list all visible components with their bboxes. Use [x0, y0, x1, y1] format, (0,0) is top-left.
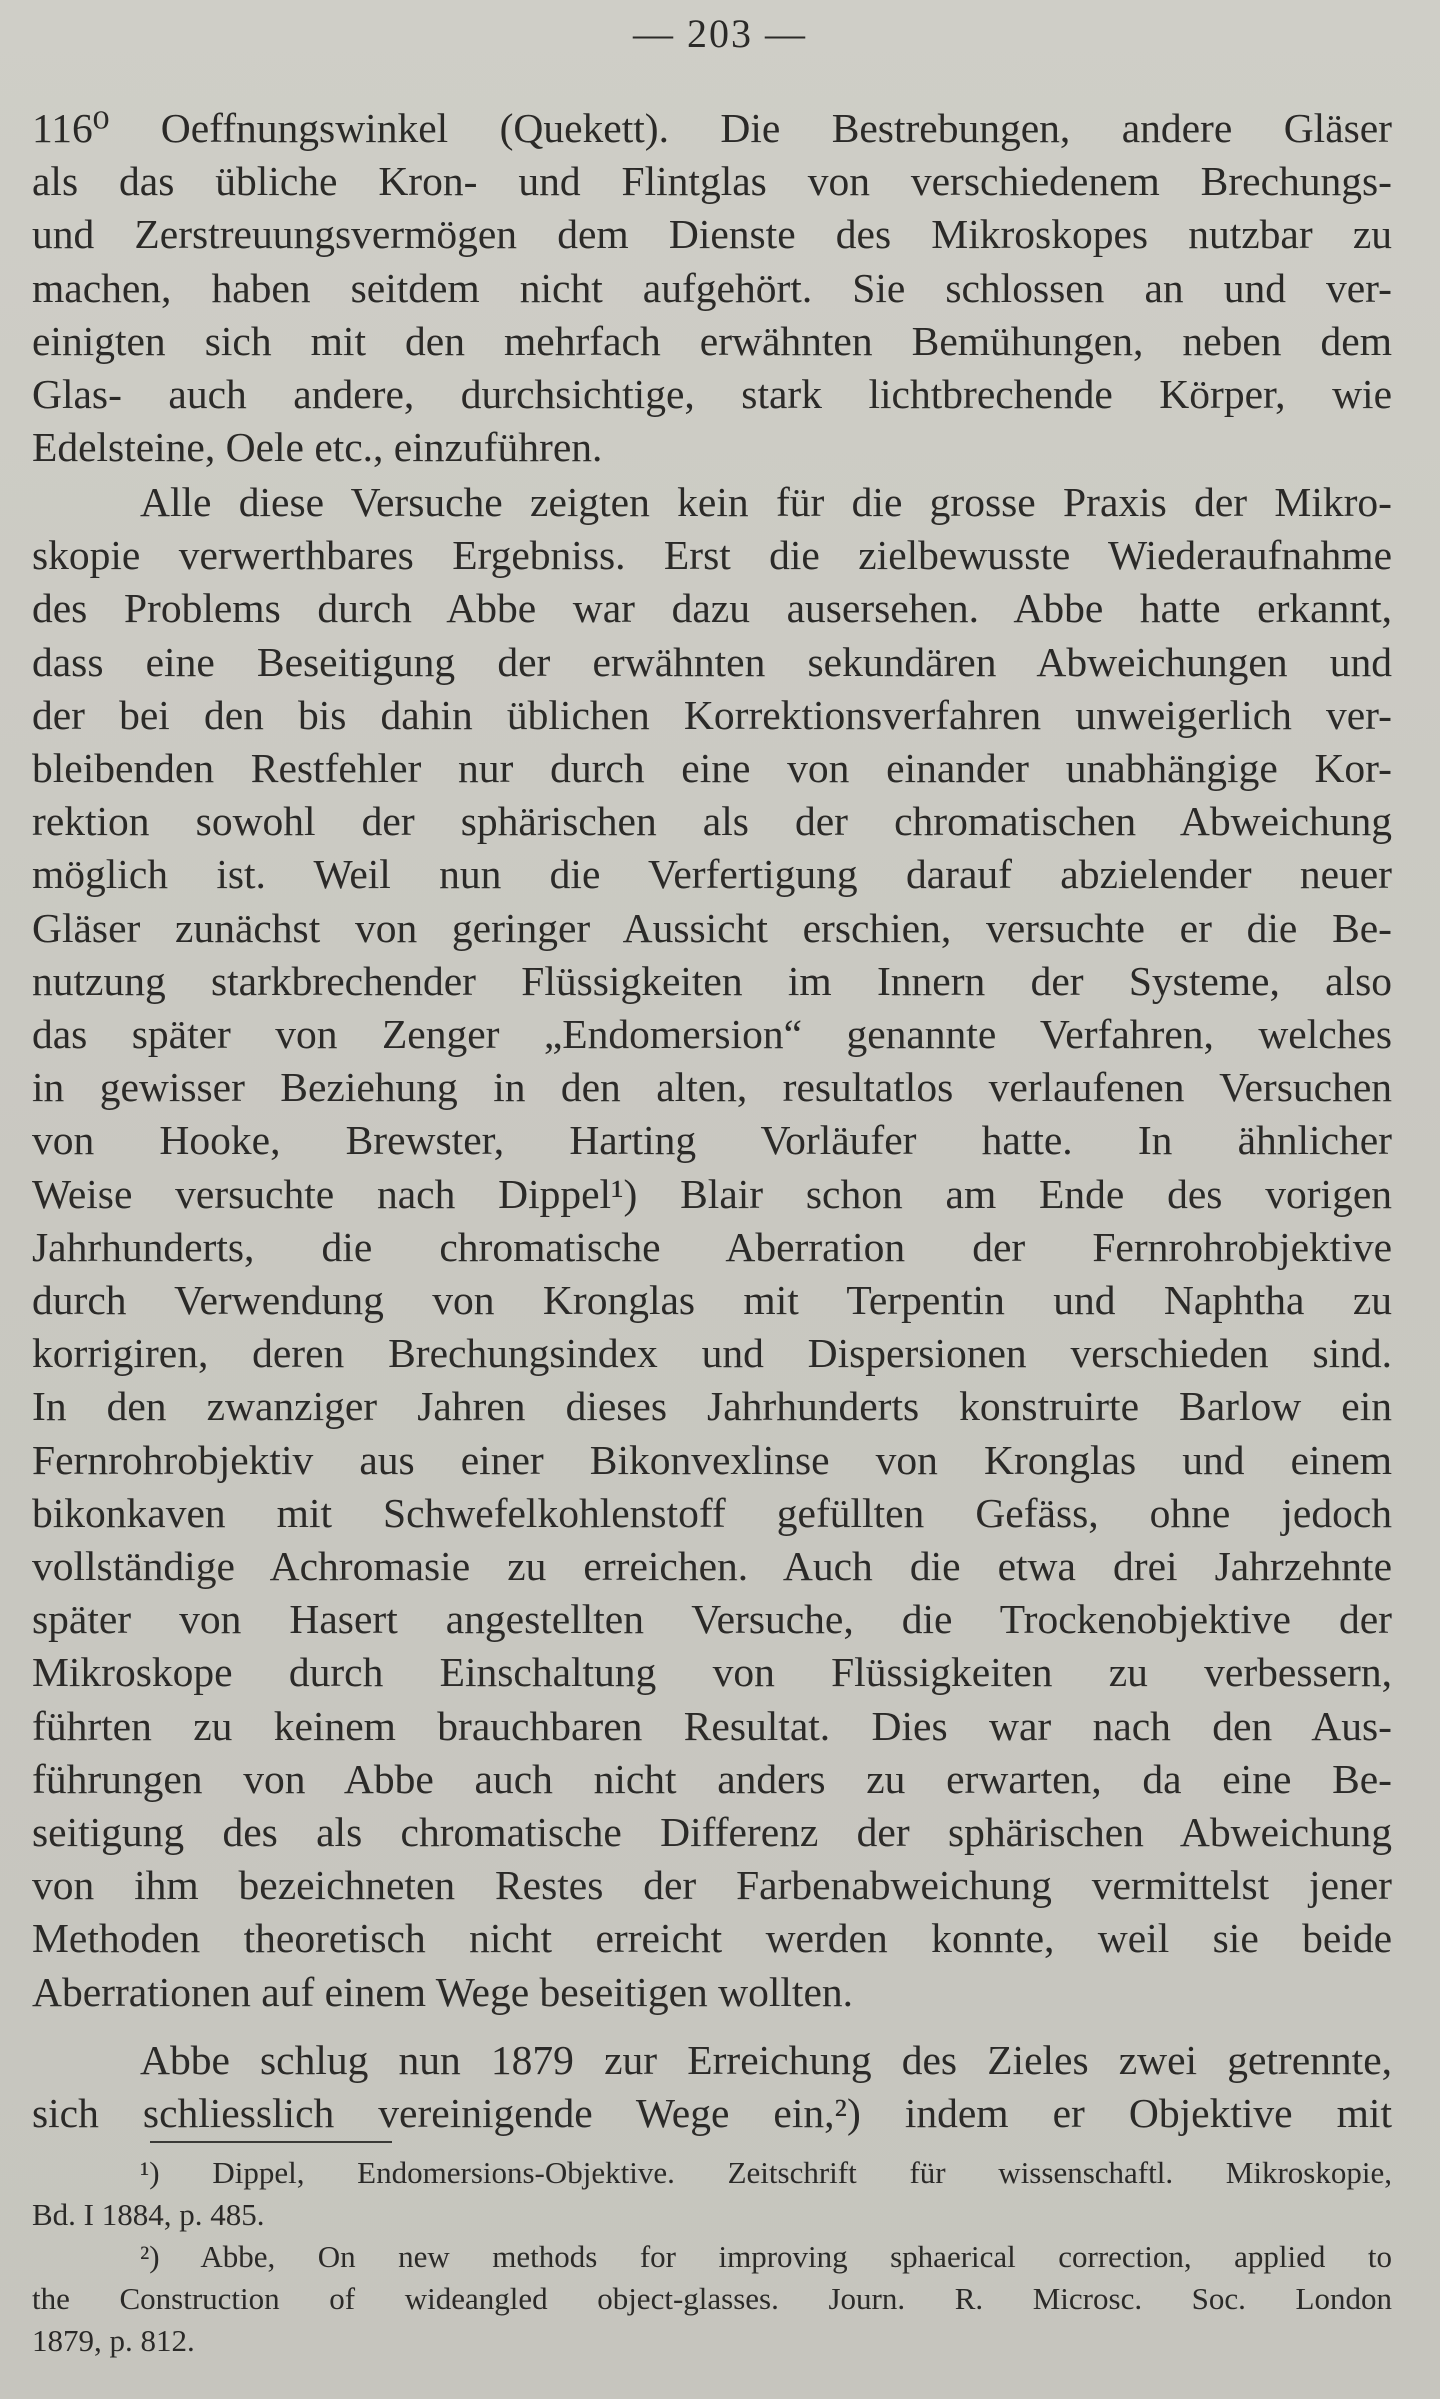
text-line: nutzung starkbrechender Flüssigkeiten im Innern der Systeme, also	[32, 957, 1392, 1004]
footnote-line: the Construction of wideangled object-glasses. Journ. R. Microsc. Soc. London	[32, 2281, 1392, 2316]
text-line: in gewisser Beziehung in den alten, resultatlos verlaufenen Versuchen	[32, 1064, 1392, 1111]
text-line: als das übliche Kron- und Flintglas von verschiedenem Brechungs-	[32, 158, 1392, 205]
text-line: bleibenden Restfehler nur durch eine von einander unabhängige Kor-	[32, 745, 1392, 792]
text-line: Weise versuchte nach Dippel¹) Blair schon am Ende des vorigen	[32, 1170, 1392, 1217]
text-line: Glas- auch andere, durchsichtige, stark lichtbrechende Körper, wie	[32, 371, 1392, 418]
footnote-line: ¹) Dippel, Endomersions-Objektive. Zeitschrift für wissenschaftl. Mikroskopie,	[140, 2155, 1392, 2190]
text-line: bikonkaven mit Schwefelkohlenstoff gefüllten Gefäss, ohne jedoch	[32, 1489, 1392, 1536]
footnote-line: 1879, p. 812.	[32, 2323, 195, 2358]
text-line: später von Hasert angestellten Versuche, die Trockenobjektive der	[32, 1596, 1392, 1643]
text-line: Jahrhunderts, die chromatische Aberration der Fernrohrobjektive	[32, 1223, 1392, 1270]
text-line: machen, haben seitdem nicht aufgehört. Sie schlossen an und ver-	[32, 264, 1392, 311]
footnote-1	[32, 2152, 1392, 2236]
text-line: vollständige Achromasie zu erreichen. Auch die etwa drei Jahrzehnte	[32, 1543, 1392, 1590]
paragraph-2	[32, 476, 1392, 2019]
text-line: Mikroskope durch Einschaltung von Flüssigkeiten zu verbessern,	[32, 1649, 1392, 1696]
text-line: Aberrationen auf einem Wege beseitigen wollten.	[32, 1968, 853, 2015]
text-line: von ihm bezeichneten Restes der Farbenabweichung vermittelst jener	[32, 1862, 1392, 1909]
text-line: führungen von Abbe auch nicht anders zu erwarten, da eine Be-	[32, 1755, 1392, 1802]
text-line: des Problems durch Abbe war dazu ausersehen. Abbe hatte erkannt,	[32, 585, 1392, 632]
text-line: durch Verwendung von Kronglas mit Terpentin und Naphtha zu	[32, 1277, 1392, 1324]
text-line: rektion sowohl der sphärischen als der chromatischen Abweichung	[32, 798, 1392, 845]
text-line: führten zu keinem brauchbaren Resultat. Dies war nach den Aus-	[32, 1702, 1392, 1749]
text-line: möglich ist. Weil nun die Verfertigung darauf abzielender neuer	[32, 851, 1392, 898]
footnote-2	[32, 2236, 1392, 2362]
text-line: 116⁰ Oeffnungswinkel (Quekett). Die Bestrebungen, andere Gläser	[32, 105, 1392, 151]
text-line: In den zwanziger Jahren dieses Jahrhunderts konstruirte Barlow ein	[32, 1383, 1392, 1430]
paragraph-1	[32, 102, 1392, 474]
text-line: dass eine Beseitigung der erwähnten sekundären Abweichungen und	[32, 638, 1392, 685]
footnote-line: ²) Abbe, On new methods for improving sphaerical correction, applied to	[140, 2239, 1392, 2274]
text-line: Fernrohrobjektiv aus einer Bikonvexlinse von Kronglas und einem	[32, 1436, 1392, 1483]
text-line: korrigiren, deren Brechungsindex und Dispersionen verschieden sind.	[32, 1330, 1392, 1377]
footnotes	[32, 2152, 1392, 2362]
text-line: skopie verwerthbares Ergebniss. Erst die zielbewusste Wiederaufnahme	[32, 532, 1392, 579]
text-line: Alle diese Versuche zeigten kein für die grosse Praxis der Mikro-	[140, 479, 1392, 525]
text-line: der bei den bis dahin üblichen Korrektionsverfahren unweigerlich ver-	[32, 691, 1392, 738]
text-line: und Zerstreuungsvermögen dem Dienste des Mikroskopes nutzbar zu	[32, 211, 1392, 258]
footnote-line: Bd. I 1884, p. 485.	[32, 2197, 265, 2232]
text-line: einigten sich mit den mehrfach erwähnten Bemühungen, neben dem	[32, 317, 1392, 364]
text-line: das später von Zenger „Endomersion“ genannte Verfahren, welches	[32, 1011, 1392, 1058]
text-line: von Hooke, Brewster, Harting Vorläufer hatte. In ähnlicher	[32, 1117, 1392, 1164]
paragraph-3	[32, 2034, 1392, 2140]
text-line: Gläser zunächst von geringer Aussicht erschien, versuchte er die Be-	[32, 904, 1392, 951]
text-line: sich schliesslich vereinigende Wege ein,²) indem er Objektive mit	[32, 2090, 1392, 2137]
text-line: seitigung des als chromatische Differenz der sphärischen Abweichung	[32, 1809, 1392, 1856]
text-line: Methoden theoretisch nicht erreicht werden konnte, weil sie beide	[32, 1915, 1392, 1962]
text-line: Edelsteine, Oele etc., einzuführen.	[32, 424, 603, 471]
page-number: — 203 —	[633, 11, 807, 56]
footnote-separator	[150, 2141, 392, 2143]
text-line: Abbe schlug nun 1879 zur Erreichung des Zieles zwei getrennte,	[140, 2037, 1392, 2083]
